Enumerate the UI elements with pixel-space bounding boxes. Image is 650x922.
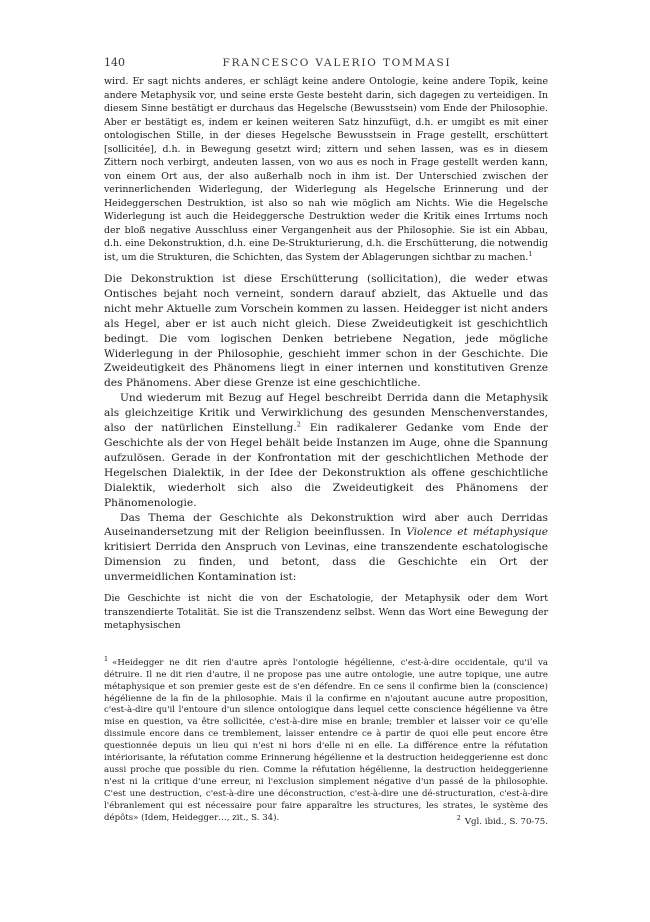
- page-number: 140: [104, 56, 125, 69]
- page-content: [104, 56, 548, 633]
- footnote-2-text: Vgl. ibid., S. 70-75.: [464, 816, 548, 827]
- paragraph-3-text-before: Das Thema der Geschichte als Dekonstruktion wird aber auch Derridas Auseinandersetzung mit der Religion beeinflussen. In: [104, 511, 548, 539]
- footnote-1-text: «Heidegger ne dit rien d'autre après l'ontologie hégélienne, c'est-à-dire occidentale, qu'il va détruire. Il ne dit rien d'autre, il ne propose pas une autre ontologie, une autre topique, une autre métaphysique et son premier geste est de s'en défendre. En ce sens il confirme bien la (conscience) hégélienne de la fin de la philosophie. Mais il la confirme en n'ajoutant aucune autre proposition, c'est-à-dire qu'il l'entoure d'un silence ontologique dans lequel cette conscience hégélienne va être mise en question, va être sollicitée, c'est-à-dire mise en branle; trembler et laisser voir ce qu'elle dissimule encore dans ce tremblement, laisser entendre ce à partir de quoi elle peut encore être questionnée depuis un lieu qui n'est ni hors d'elle ni en elle. La différence entre la réfutation intériorisante, la réfutation comme Erinnerung hégélienne et la destruction heideggerienne est donc aussi proche que possible du rien. Comme la réfutation hégélienne, la destruction heideggerienne n'est ni la critique d'une erreur, ni l'exclusion simplement négative d'un passé de la philosophie. C'est une destruction, c'est-à-dire une déconstruction, c'est-à-dire une dé-structuration, c'est-à-dire l'ébranlement qui est nécessaire pour faire apparaître les structures, les strates, le système des dépôts» (Idem, Heidegger…, zit., S. 34).: [104, 657, 548, 823]
- footnote-ref-2[interactable]: 2: [296, 420, 301, 429]
- block-quote-1: [104, 75, 548, 264]
- paragraph-2-text-before: Und wiederum mit Bezug auf Hegel beschreibt Derrida dann die Metaphysik als gleichzeitige Kritik und Verwirklichung des gesunden Menschenverstandes, also der natürlichen Einstellung.: [104, 392, 548, 435]
- footnote-1-marker: 1: [104, 655, 109, 663]
- paragraph-3: [104, 511, 548, 586]
- work-title: Violence et métaphysique: [406, 526, 549, 539]
- footnote-1: [104, 654, 548, 825]
- footnote-ref-1[interactable]: 1: [528, 249, 533, 258]
- footnote-2-marker: 2: [456, 813, 461, 822]
- running-head: FRANCESCO VALERIO TOMMASI: [222, 57, 452, 69]
- block-quote-2: Die Geschichte ist nicht die von der Eschatologie, der Metaphysik oder dem Wort transzendierte Totalität. Sie ist die Transzendenz selbst. Wenn das Wort eine Bewegung der metaphysischen: [104, 593, 548, 632]
- page-header: [104, 56, 548, 69]
- block-quote-1-text: wird. Er sagt nichts anderes, er schlägt keine andere Ontologie, keine andere Topik, keine andere Metaphysik vor, und seine erste Geste besteht darin, sich dagegen zu verteidigen. In diesem Sinne bestätigt er durchaus das Hegelsche (Bewusstsein) vom Ende der Philosophie. Aber er bestätigt es, indem er keinen weiteren Satz hinzufügt, d.h. er umgibt es mit einer ontologischen Stille, in der dieses Hegelsche Bewusstsein in Frage gestellt, erschüttert [sollicitée], d.h. in Bewegung gesetzt wird; zittern und sehen lassen, was es in diesem Zittern noch verbirgt, andeuten lassen, von wo aus es noch in Frage gestellt werden kann, von einem Ort aus, der also außerhalb noch in ihm ist. Der Unterschied zwischen der verinnerlichenden Widerlegung, der Widerlegung als Hegelsche Erinnerung und der Heideggerschen Destruktion, ist also so nah wie möglich am Nichts. Wie die Hegelsche Widerlegung ist auch die Heideggersche Destruktion weder die Kritik eines Irrtums noch der bloß negative Ausschluss einer Vergangenheit aus der Philosophie. Sie ist ein Abbau, d.h. eine Dekonstruktion, d.h. eine De-Strukturierung, d.h. die Erschütterung, die notwendig ist, um die Strukturen, die Schichten, das System der Ablagerungen sichtbar zu machen.: [104, 76, 548, 263]
- paragraph-2: [104, 391, 548, 510]
- paragraph-3-text-after: kritisiert Derrida den Anspruch von Levinas, eine transzendente eschatologische Dimension zu finden, und betont, dass die Geschichte ein Ort der unvermeidlichen Kontamination ist:: [104, 541, 548, 584]
- paragraph-1: Die Dekonstruktion ist diese Erschütterung (sollicitation), die weder etwas Ontisches bejaht noch verneint, sondern darauf abzielt, das Aktuelle und das nicht mehr Aktuelle zum Vorschein kommen zu lassen. Heidegger ist nicht anders als Hegel, aber er ist auch nicht gleich. Diese Zweideutigkeit ist geschichtlich bedingt. Die vom logischen Denken betriebene Negation, jede mögliche Widerlegung in der Philosophie, geschieht immer schon in der Geschichte. Die Zweideutigkeit des Phänomens liegt in einer internen und konstitutiven Grenze des Phänomens. Aber diese Grenze ist eine geschichtliche.: [104, 273, 548, 390]
- footnote-2: [457, 813, 548, 829]
- footnotes: [104, 654, 548, 828]
- paragraph-2-text-after: Ein radikalerer Gedanke vom Ende der Geschichte als der von Hegel behält beide Instanzen im Auge, ohne die Spannung aufzulösen. Gerade in der Konfrontation mit der geschichtlichen Methode der Hegelschen Dialektik, in der Idee der Dekonstruktion als offene geschichtliche Dialektik, wiederholt sich also die Zweideutigkeit des Phänomens der Phänomenologie.: [104, 422, 548, 509]
